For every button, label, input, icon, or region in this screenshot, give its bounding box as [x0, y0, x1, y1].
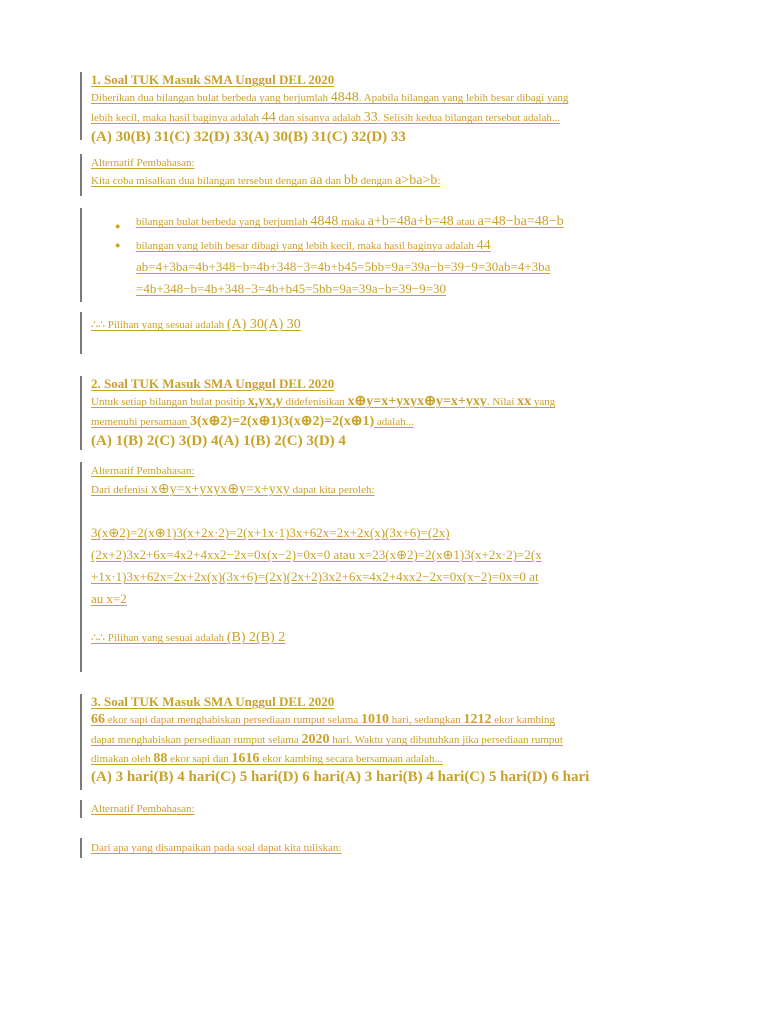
q2-math-line-2: (2x+2)3x2+6x=4x2+4xx2−2x=0x(x−2)=0x=0 atau x=23(x⊕2)=2(x⊕1)3(x+2x·2)=2(x: [91, 547, 542, 562]
list-item: ● bilangan yang lebih besar dibagi yang lebih kecil, maka hasil baginya adalah 44 ab=4+3ba=4b+348−b=4b+348−3=4b+b45=5bb=9a=39a−b=39−9=30ab=4+3ba =4b+348−b=4b+348−3=4b+b45=5bb=9a=39a−b=39−9=30: [91, 236, 690, 300]
q3-title: 3. Soal TUK Masuk SMA Unggul DEL 2020: [91, 694, 335, 709]
q1-conclusion-block: [80, 312, 680, 354]
q3-intro-block: [80, 838, 680, 858]
list-item: ● bilangan bulat berbeda yang berjumlah 4848 maka a+b=48a+b=48 atau a=48−ba=48−b: [91, 212, 690, 232]
q2-alt-heading: Alternatif Pembahasan:: [91, 465, 195, 477]
bullet-icon: ●: [115, 221, 121, 231]
q1-bullet2-math-line-2: =4b+348−b=4b+348−3=4b+b45=5bb=9a=39a−b=39−9=30: [136, 281, 447, 296]
q1-options: (A) 30(B) 31(C) 32(D) 33(A) 30(B) 31(C) 32(D) 33: [91, 129, 406, 145]
q2-definition: Dari defenisi x⊕y=x+yxyx⊕y=x+yxy dapat kita peroleh:: [91, 482, 375, 497]
q3-question-block: [80, 694, 680, 790]
q2-conclusion: ∴∴ Pilihan yang sesuai adalah (B) 2(B) 2: [91, 630, 286, 645]
q3-text-line-1: 66 ekor sapi dapat menghabiskan persediaan rumput selama 1010 hari, sedangkan 1212 ekor kambing: [91, 712, 556, 727]
q2-math-line-4: au x=2: [91, 591, 127, 606]
q1-discussion-intro: [80, 154, 680, 196]
q1-bullet-list: [91, 212, 690, 300]
q2-question-block: [80, 376, 680, 450]
q1-conclusion: ∴∴ Pilihan yang sesuai adalah (A) 30(A) 30: [91, 317, 301, 332]
q3-intro-text: Dari apa yang disampaikan pada soal dapat kita tuliskan:: [91, 842, 342, 854]
q1-question-block: [80, 72, 680, 145]
q2-title: 2. Soal TUK Masuk SMA Unggul DEL 2020: [91, 376, 335, 391]
q1-alt-heading: Alternatif Pembahasan:: [91, 157, 195, 169]
q1-intro-text: Kita coba misalkan dua bilangan tersebut dengan aa dan bb dengan a>ba>b:: [91, 173, 441, 188]
q3-alt-heading: Alternatif Pembahasan:: [91, 803, 195, 815]
q1-text-line-1: Diberikan dua bilangan bulat berbeda yang berjumlah 4848. Apabila bilangan yang lebih besar dibagi yang: [91, 90, 569, 105]
q1-title: 1. Soal TUK Masuk SMA Unggul DEL 2020: [91, 72, 335, 87]
q2-text-line-1: Untuk setiap bilangan bulat positip x,yx,y didefenisikan x⊕y=x+yxyx⊕y=x+yxy. Nilai xx yang: [91, 394, 556, 409]
q2-math-line-1: 3(x⊕2)=2(x⊕1)3(x+2x·2)=2(x+1x·1)3x+62x=2x+2x(x)(3x+6)=(2x): [91, 525, 450, 540]
q3-options: (A) 3 hari(B) 4 hari(C) 5 hari(D) 6 hari(A) 3 hari(B) 4 hari(C) 5 hari(D) 6 hari: [91, 769, 590, 785]
q3-text-line-2: dapat menghabiskan persediaan rumput selama 2020 hari. Waktu yang dibutuhkan jika persediaan rumput: [91, 732, 563, 747]
q2-text-line-2: memenuhi persamaan 3(x⊕2)=2(x⊕1)3(x⊕2)=2(x⊕1) adalah...: [91, 414, 414, 429]
q2-options: (A) 1(B) 2(C) 3(D) 4(A) 1(B) 2(C) 3(D) 4: [91, 433, 346, 449]
q3-alt-block: [80, 800, 680, 818]
q1-bullet-list-block: [80, 208, 690, 302]
q2-math-line-3: +1x·1)3x+62x=2x+2x(x)(3x+6)=(2x)(2x+2)3x2+6x=4x2+4xx2−2x=0x(x−2)=0x=0 at: [91, 569, 539, 584]
q1-bullet2-math-line-1: ab=4+3ba=4b+348−b=4b+348−3=4b+b45=5bb=9a=39a−b=39−9=30ab=4+3ba: [136, 259, 551, 274]
bullet-icon: ●: [115, 240, 121, 250]
q3-text-line-3: dimakan oleh 88 ekor sapi dan 1616 ekor kambing secara bersamaan adalah...: [91, 751, 443, 766]
q1-text-line-2: lebih kecil, maka hasil baginya adalah 44 dan sisanya adalah 33. Selisih kedua bilangan tersebut adalah...: [91, 110, 561, 125]
q2-discussion-block: [80, 462, 690, 672]
